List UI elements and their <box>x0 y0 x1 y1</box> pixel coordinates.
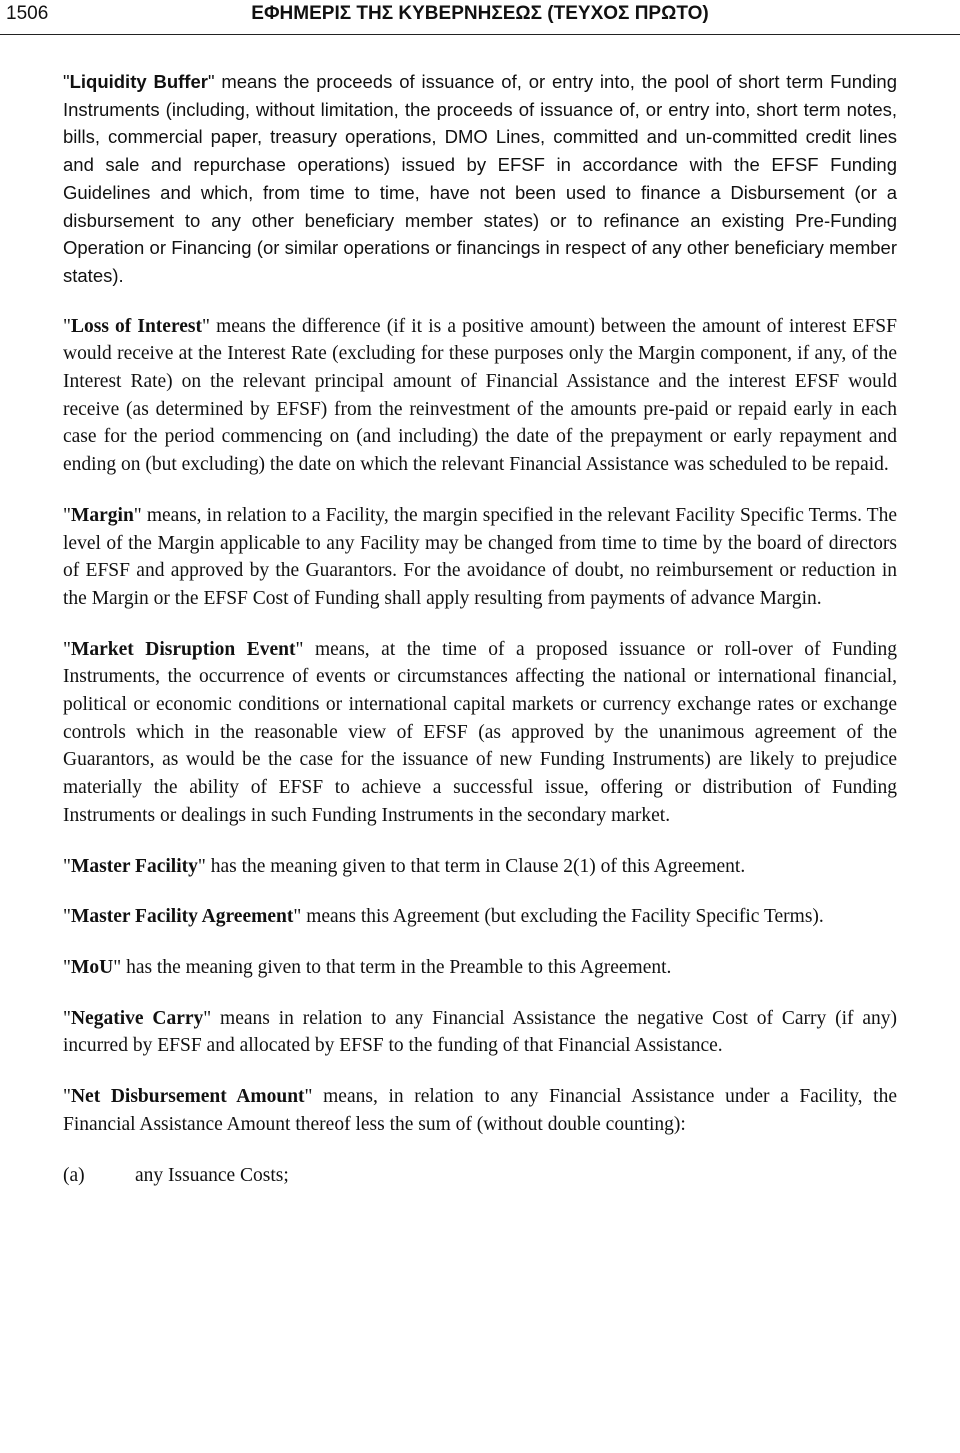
definition-text: has the meaning given to that term in Clause 2(1) of this Agreement. <box>205 855 746 877</box>
document-body <box>63 68 897 1189</box>
definition-text: has the meaning given to that term in the Preamble to this Agreement. <box>121 956 672 978</box>
definition-market-disruption-event: "Market Disruption Event" means, at the time of a proposed issuance or roll-over of Funding Instruments, the occurrence of events or circumstances affecting the national or international financial, political or economic conditions or international capital markets or currency exchange rates or exchange controls which in the reasonable view of EFSF (as approved by the unanimous agreement of the Guarantors, as would be the case for the issuance of new Funding Instruments) are likely to prejudice materially the ability of EFSF to achieve a successful issue, offering or distribution of Funding Instruments or dealings in such Funding Instruments in the secondary market. <box>63 638 897 826</box>
list-item-label: (a) <box>63 1164 85 1186</box>
gazette-title: ΕΦΗΜΕΡΙΣ ΤΗΣ ΚΥΒΕΡΝΗΣΕΩΣ (ΤΕΥΧΟΣ ΠΡΩΤΟ) <box>251 3 709 24</box>
definition-master-facility: "Master Facility" has the meaning given to that term in Clause 2(1) of this Agreement. <box>63 855 746 877</box>
definition-term: Net Disbursement Amount <box>70 1086 305 1108</box>
definition-text: means the difference (if it is a positive amount) between the amount of interest EFSF would receive at the Interest Rate (excluding for these purposes only the Margin component, if any, of the Interest Rate) on the relevant principal amount of Financial Assistance and the interest EFSF would receive (as determined by EFSF) from the reinvestment of the amounts pre-paid or repaid early in each case for the period commencing on (and including) the date of the prepayment or early repayment and ending on (but excluding) the date on which the relevant Financial Assistance was scheduled to be repaid. <box>63 315 897 476</box>
definition-text: means this Agreement (but excluding the Facility Specific Terms). <box>301 906 824 928</box>
definition-term: Master Facility Agreement <box>70 906 294 928</box>
definition-term: Master Facility <box>70 855 198 877</box>
definition-master-facility-agreement: "Master Facility Agreement" means this Agreement (but excluding the Facility Specific Terms). <box>63 906 824 928</box>
definition-text: means, at the time of a proposed issuance or roll-over of Funding Instruments, the occurrence of events or circumstances affecting the national or international financial, political or economic conditions or international capital markets or currency exchange rates or exchange controls which in the reasonable view of EFSF (as approved by the unanimous agreement of the Guarantors, as would be the case for the issuance of new Funding Instruments) are likely to prejudice materially the ability of EFSF to achieve a successful issue, offering or distribution of Funding Instruments or dealings in such Funding Instruments in the secondary market. <box>63 638 897 826</box>
definition-margin: "Margin" means, in relation to a Facility, the margin specified in the relevant Facility Specific Terms. The level of the Margin applicable to any Facility may be changed from time to time by the board of directors of EFSF and approved by the Guarantors. For the avoidance of doubt, no reimbursement or reduction in the Margin or the EFSF Cost of Funding shall apply resulting from payments of advance Margin. <box>63 504 897 609</box>
definition-term: Negative Carry <box>70 1007 204 1029</box>
definition-term: Loss of Interest <box>70 315 202 337</box>
definition-text: means, in relation to a Facility, the margin specified in the relevant Facility Specific Terms. The level of the Margin applicable to any Facility may be changed from time to time by the board of directors of EFSF and approved by the Guarantors. For the avoidance of doubt, no reimbursement or reduction in the Margin or the EFSF Cost of Funding shall apply resulting from payments of advance Margin. <box>63 504 897 609</box>
definition-liquidity-buffer: "Liquidity Buffer" means the proceeds of issuance of, or entry into, the pool of short term Funding Instruments (including, without limitation, the proceeds of issuance of, or entry into, short term notes, bills, commercial paper, treasury operations, DMO Lines, committed and un-committed credit lines and sale and repurchase operations) issued by EFSF in accordance with the EFSF Funding Guidelines and which, from time to time, have not been used to finance a Disbursement (or a disbursement to any other beneficiary member states) or to refinance an existing Pre-Funding Operation or Financing (or similar operations or financings in respect of any other beneficiary member states). <box>63 71 897 286</box>
definition-term: MoU <box>70 956 114 978</box>
definition-net-disbursement-amount: "Net Disbursement Amount" means, in relation to any Financial Assistance under a Facility, the Financial Assistance Amount thereof less the sum of (without double counting): <box>63 1086 897 1135</box>
definition-term: Liquidity Buffer <box>69 71 208 92</box>
page-number: 1506 <box>6 3 49 24</box>
definition-mou: "MoU" has the meaning given to that term in the Preamble to this Agreement. <box>63 956 672 978</box>
definition-term: Margin <box>70 504 134 526</box>
list-item-text: any Issuance Costs; <box>135 1164 289 1186</box>
list-item <box>63 1162 897 1190</box>
definition-text: means in relation to any Financial Assistance the negative Cost of Carry (if any) incurred by EFSF and allocated by EFSF to the funding of that Financial Assistance. <box>63 1007 897 1057</box>
definition-text: means the proceeds of issuance of, or entry into, the pool of short term Funding Instruments (including, without limitation, the proceeds of issuance of, or entry into, short term notes, bills, commercial paper, treasury operations, DMO Lines, committed and un-committed credit lines and sale and repurchase operations) issued by EFSF in accordance with the EFSF Funding Guidelines and which, from time to time, have not been used to finance a Disbursement (or a disbursement to any other beneficiary member states) or to refinance an existing Pre-Funding Operation or Financing (or similar operations or financings in respect of any other beneficiary member states). <box>63 71 897 286</box>
definition-negative-carry: "Negative Carry" means in relation to any Financial Assistance the negative Cost of Carry (if any) incurred by EFSF and allocated by EFSF to the funding of that Financial Assistance. <box>63 1007 897 1057</box>
definition-loss-of-interest: "Loss of Interest" means the difference (if it is a positive amount) between the amount of interest EFSF would receive at the Interest Rate (excluding for these purposes only the Margin component, if any, of the Interest Rate) on the relevant principal amount of Financial Assistance and the interest EFSF would receive (as determined by EFSF) from the reinvestment of the amounts pre-paid or repaid early in each case for the period commencing on (and including) the date of the prepayment or early repayment and ending on (but excluding) the date on which the relevant Financial Assistance was scheduled to be repaid. <box>63 315 897 476</box>
definition-text: means, in relation to any Financial Assistance under a Facility, the Financial Assistance Amount thereof less the sum of (without double counting): <box>63 1086 897 1135</box>
page-header <box>0 0 960 35</box>
definition-term: Market Disruption Event <box>70 638 296 660</box>
